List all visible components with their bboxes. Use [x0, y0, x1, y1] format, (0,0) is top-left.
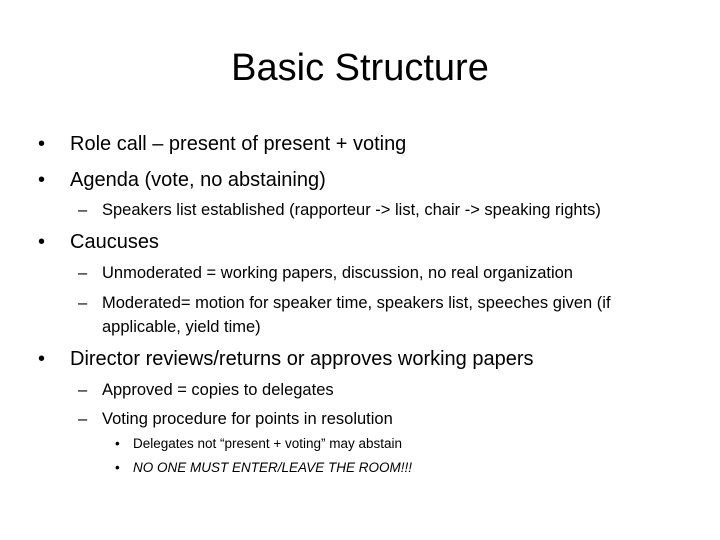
- sub-bullet-approved: Approved = copies to delegates: [102, 381, 334, 399]
- sub-bullet-marker: –: [78, 294, 88, 312]
- sub-sub-bullet-marker: •: [115, 460, 120, 475]
- bullet-marker: •: [38, 133, 46, 155]
- bullet-marker: •: [38, 231, 46, 253]
- sub-bullet-marker: –: [78, 264, 88, 282]
- sub-bullet-marker: –: [78, 381, 88, 399]
- bullet-marker: •: [38, 169, 46, 191]
- sub-bullet-voting-procedure: Voting procedure for points in resolution: [102, 410, 393, 428]
- sub-bullet-marker: –: [78, 201, 88, 219]
- sub-sub-bullet-delegates-abstain: Delegates not “present + voting” may abstain: [133, 436, 403, 451]
- sub-bullet-moderated-line2: applicable, yield time): [102, 318, 261, 336]
- bullet-caucuses: Caucuses: [70, 231, 159, 253]
- sub-bullet-speakers-list: Speakers list established (rapporteur -> list, chair -> speaking rights): [102, 201, 601, 219]
- bullet-role-call: Role call – present of present + voting: [70, 133, 407, 155]
- sub-bullet-marker: –: [78, 410, 88, 428]
- sub-bullet-unmoderated: Unmoderated = working papers, discussion, no real organization: [102, 264, 573, 282]
- sub-sub-bullet-no-one-leave: NO ONE MUST ENTER/LEAVE THE ROOM!!!: [133, 460, 413, 475]
- slide-title: Basic Structure: [231, 47, 489, 89]
- bullet-marker: •: [38, 348, 46, 370]
- bullet-director-reviews: Director reviews/returns or approves working papers: [70, 348, 534, 370]
- sub-sub-bullet-marker: •: [115, 436, 120, 451]
- bullet-agenda: Agenda (vote, no abstaining): [70, 169, 326, 191]
- sub-bullet-moderated-line1: Moderated= motion for speaker time, speakers list, speeches given (if: [102, 294, 611, 312]
